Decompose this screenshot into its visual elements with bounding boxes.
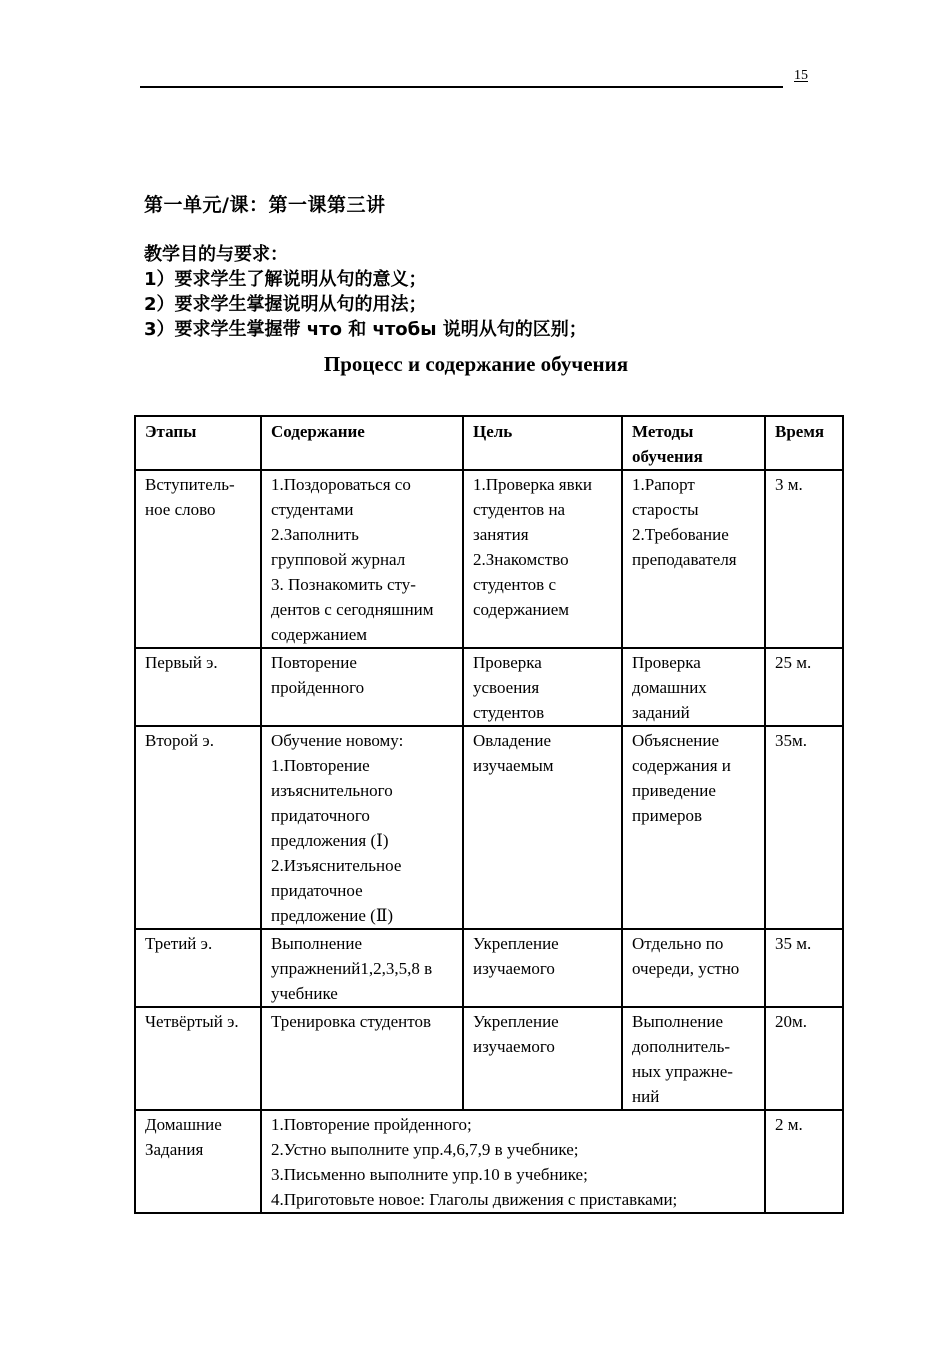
cell-text-line: упражнений1,2,3,5,8 в: [271, 959, 433, 978]
cell-text-line: Задания: [145, 1140, 204, 1159]
cell-text-line: Овладение: [473, 731, 552, 750]
cell-text-line: Тренировка студентов: [271, 1012, 432, 1031]
cell-stage: [135, 726, 261, 929]
homework-row: [135, 1110, 843, 1213]
cell-stage: [135, 648, 261, 726]
cell-text-line: предложения (Ⅰ): [271, 831, 389, 850]
cell-text-line: Выполнение: [271, 934, 363, 953]
header-goal: Цель: [463, 416, 622, 470]
cell-text-line: Домашние: [145, 1115, 222, 1134]
cell-methods: [622, 1007, 765, 1110]
cell-goal: [463, 726, 622, 929]
cell-stage: [135, 1007, 261, 1110]
cell-text-line: дентов с сегодняшним: [271, 600, 434, 619]
table-row: [135, 470, 843, 648]
cell-text-line: ний: [632, 1087, 660, 1106]
cell-text-line: изучаемого: [473, 959, 555, 978]
table-row: [135, 726, 843, 929]
cell-text-line: студентов с: [473, 575, 556, 594]
homework-item: 1.Повторение пройденного;: [271, 1115, 472, 1134]
table-row: [135, 929, 843, 1007]
section-heading: Процесс и содержание обучения: [323, 352, 629, 376]
cell-text-line: содержанием: [271, 625, 368, 644]
cell-goal: [463, 929, 622, 1007]
header-rule: [140, 86, 783, 88]
cell-stage: [135, 470, 261, 648]
cell-text-line: очереди, устно: [632, 959, 740, 978]
cell-text-line: преподавателя: [632, 550, 737, 569]
cell-text-line: занятия: [473, 525, 529, 544]
cell-text-line: Четвёртый э.: [145, 1012, 239, 1031]
table-row: [135, 648, 843, 726]
cell-text-line: 1.Поздороваться со: [271, 475, 411, 494]
cell-text-line: 1.Рапорт: [632, 475, 695, 494]
cell-goal: [463, 1007, 622, 1110]
cell-text-line: придаточное: [271, 881, 363, 900]
objectives-block: [144, 242, 587, 342]
cell-stage: [135, 1110, 261, 1213]
homework-items: [261, 1110, 765, 1213]
cell-text-line: групповой журнал: [271, 550, 406, 569]
cell-goal: [463, 648, 622, 726]
cell-methods: [622, 726, 765, 929]
header-time: Время: [765, 416, 843, 470]
cell-text-line: старосты: [632, 500, 699, 519]
cell-text-line: Выполнение: [632, 1012, 724, 1031]
cell-text-line: Обучение новому:: [271, 731, 404, 750]
header-stage: Этапы: [135, 416, 261, 470]
homework-item: 3.Письменно выполните упр.10 в учебнике;: [271, 1165, 588, 1184]
page-number: 15: [794, 68, 808, 83]
cell-text-line: Первый э.: [145, 653, 218, 672]
cell-text-line: 1.Повторение: [271, 756, 370, 775]
cell-methods: [622, 648, 765, 726]
cell-content: [261, 470, 463, 648]
cell-content: [261, 1007, 463, 1110]
homework-item: 4.Приготовьте новое: Глаголы движения с приставками;: [271, 1190, 678, 1209]
cell-methods: [622, 470, 765, 648]
table-header-row: [135, 416, 843, 470]
header-methods: Методы обучения: [622, 416, 765, 470]
lesson-plan-table: [134, 415, 844, 1214]
cell-goal: [463, 470, 622, 648]
cell-text-line: усвоения: [473, 678, 540, 697]
cell-time: 2 м.: [765, 1110, 843, 1213]
cell-text-line: заданий: [632, 703, 690, 722]
cell-methods: [622, 929, 765, 1007]
cell-text-line: Второй э.: [145, 731, 214, 750]
cell-text-line: содержанием: [473, 600, 570, 619]
homework-item: 2.Устно выполните упр.4,6,7,9 в учебнике;: [271, 1140, 579, 1159]
cell-text-line: изъяснительного: [271, 781, 393, 800]
header-content: Содержание: [261, 416, 463, 470]
table-row: [135, 1007, 843, 1110]
cell-text-line: 3. Познакомить сту-: [271, 575, 416, 594]
cell-text-line: студентов на: [473, 500, 566, 519]
cell-text-line: содержания и: [632, 756, 731, 775]
cell-text-line: приведение: [632, 781, 716, 800]
cell-text-line: 2.Изъяснительное: [271, 856, 402, 875]
cell-time: 3 м.: [765, 470, 843, 648]
cell-text-line: ных упражне-: [632, 1062, 733, 1081]
cell-text-line: Проверка: [473, 653, 542, 672]
cell-text-line: 2.Заполнить: [271, 525, 359, 544]
cell-text-line: Укрепление: [473, 934, 559, 953]
cell-time: 35м.: [765, 726, 843, 929]
cell-text-line: предложение (Ⅱ): [271, 906, 394, 925]
cell-stage: [135, 929, 261, 1007]
cell-text-line: 2.Требование: [632, 525, 729, 544]
cell-text-line: дополнитель-: [632, 1037, 731, 1056]
cell-text-line: изучаемым: [473, 756, 554, 775]
cell-text-line: 1.Проверка явки: [473, 475, 592, 494]
cell-time: 25 м.: [765, 648, 843, 726]
cell-text-line: Отдельно по: [632, 934, 724, 953]
cell-text-line: Проверка: [632, 653, 701, 672]
cell-text-line: студентов: [473, 703, 545, 722]
cell-text-line: пройденного: [271, 678, 365, 697]
cell-text-line: примеров: [632, 806, 703, 825]
cell-text-line: Объяснение: [632, 731, 720, 750]
cell-time: 20м.: [765, 1007, 843, 1110]
objectives-heading: 教学目的与要求：: [144, 244, 288, 265]
cell-text-line: домашних: [632, 678, 707, 697]
cell-text-line: учебнике: [271, 984, 338, 1003]
cell-time: 35 м.: [765, 929, 843, 1007]
cell-text-line: ное слово: [145, 500, 216, 519]
objective-item: 3）要求学生掌握带 что 和 чтобы 说明从句的区别；: [144, 319, 587, 340]
objective-item: 2）要求学生掌握说明从句的用法；: [144, 294, 427, 315]
cell-content: [261, 929, 463, 1007]
cell-content: [261, 648, 463, 726]
cell-text-line: придаточного: [271, 806, 370, 825]
cell-text-line: Третий э.: [145, 934, 213, 953]
cell-text-line: студентами: [271, 500, 354, 519]
cell-text-line: Укрепление: [473, 1012, 559, 1031]
cell-text-line: изучаемого: [473, 1037, 555, 1056]
cell-content: [261, 726, 463, 929]
cell-text-line: 2.Знакомство: [473, 550, 569, 569]
objective-item: 1）要求学生了解说明从句的意义；: [144, 269, 427, 290]
lesson-title: 第一单元/课：第一课第三讲: [144, 194, 386, 216]
cell-text-line: Повторение: [271, 653, 357, 672]
cell-text-line: Вступитель-: [145, 475, 235, 494]
